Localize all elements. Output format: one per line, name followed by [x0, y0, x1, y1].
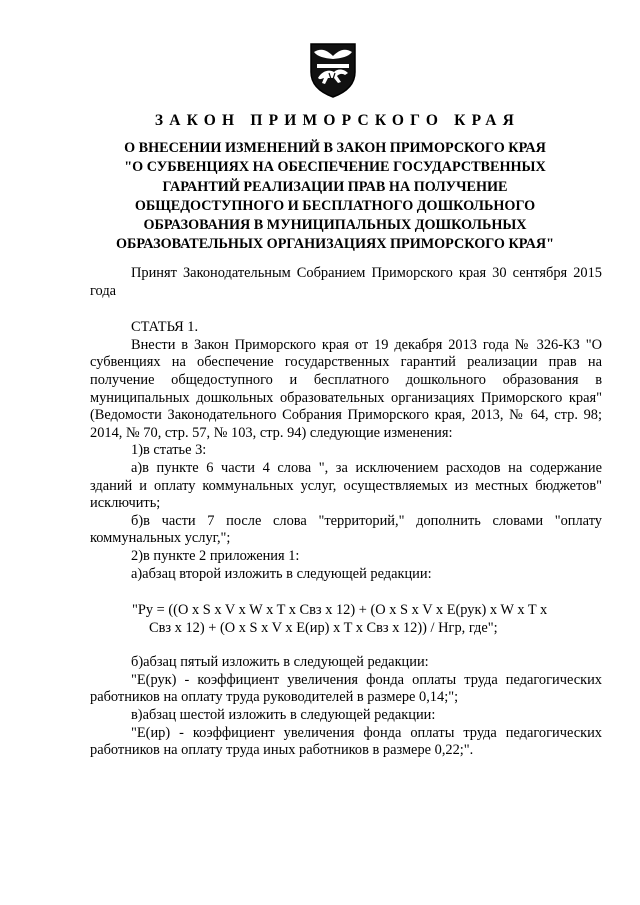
item-2b: б)абзац пятый изложить в следующей редакции:	[131, 654, 429, 671]
subtitle-line: ОБЩЕДОСТУПНОГО И БЕСПЛАТНОГО ДОШКОЛЬНОГО	[134, 197, 536, 214]
formula-line: "Ру = ((О x S x V x W x T x Свз x 12) + (О x S x V x Е(рук) x W x T x	[132, 602, 548, 619]
formula-line: Свз x 12) + (О x S x V x Е(ир) x T x Свз x 12)) / Нгр, где";	[149, 619, 498, 636]
item-1a: а)в пункте 6 части 4 слова ", за исключением расходов на содержание зданий и оплату коммунальных услуг, осуществляемых из местных бюджетов" исключить;	[90, 459, 602, 512]
formula	[90, 602, 602, 637]
item-2: 2)в пункте 2 приложения 1:	[131, 547, 300, 564]
item-2c: в)абзац шестой изложить в следующей редакции:	[131, 707, 436, 724]
article-intro: Внести в Закон Приморского края от 19 декабря 2013 года № 326-КЗ "О субвенциях на обеспечение государственных гарантий реализации прав на получение общедоступного и бесплатного дошкольного образования в муниципальных дошкольных образовательных организациях Приморского края" (Ведомости Законодательного Собрания Приморского края, 2013, № 64, стр. 98; 2014, № 70, стр. 57, № 103, стр. 94) следующие изменения:	[90, 336, 602, 441]
item-1: 1)в статье 3:	[131, 442, 207, 459]
subtitle-line: ОБРАЗОВАНИЯ В МУНИЦИПАЛЬНЫХ ДОШКОЛЬНЫХ	[143, 217, 527, 234]
law-title: ЗАКОН ПРИМОРСКОГО КРАЯ	[154, 112, 521, 129]
item-1b: б)в части 7 после слова "территорий," дополнить словами "оплату коммунальных услуг,";	[90, 512, 602, 547]
subtitle-line: "О СУБВЕНЦИЯХ НА ОБЕСПЕЧЕНИЕ ГОСУДАРСТВЕННЫХ	[124, 159, 546, 176]
law-body	[90, 265, 602, 760]
law-subtitle	[85, 139, 585, 255]
subtitle-line: ГАРАНТИЙ РЕАЛИЗАЦИИ ПРАВ НА ПОЛУЧЕНИЕ	[162, 178, 508, 195]
subtitle-line: ОБРАЗОВАТЕЛЬНЫХ ОРГАНИЗАЦИЯХ ПРИМОРСКОГО КРАЯ"	[115, 236, 555, 253]
item-2c-text: "Е(ир) - коэффициент увеличения фонда оплаты труда педагогических работников на оплату труда иных работников в размере 0,22;".	[90, 724, 602, 759]
article-heading: СТАТЬЯ 1.	[131, 319, 199, 336]
item-2a: а)абзац второй изложить в следующей редакции:	[131, 565, 432, 582]
adoption-note: Принят Законодательным Собранием Приморского края 30 сентября 2015 года	[90, 265, 602, 299]
subtitle-line: О ВНЕСЕНИИ ИЗМЕНЕНИЙ В ЗАКОН ПРИМОРСКОГО КРАЯ	[124, 140, 546, 156]
item-2b-text: "Е(рук) - коэффициент увеличения фонда оплаты труда педагогических работников на оплату труда руководителей в размере 0,14;";	[90, 671, 602, 706]
primorsky-coat-of-arms-icon	[308, 42, 358, 98]
